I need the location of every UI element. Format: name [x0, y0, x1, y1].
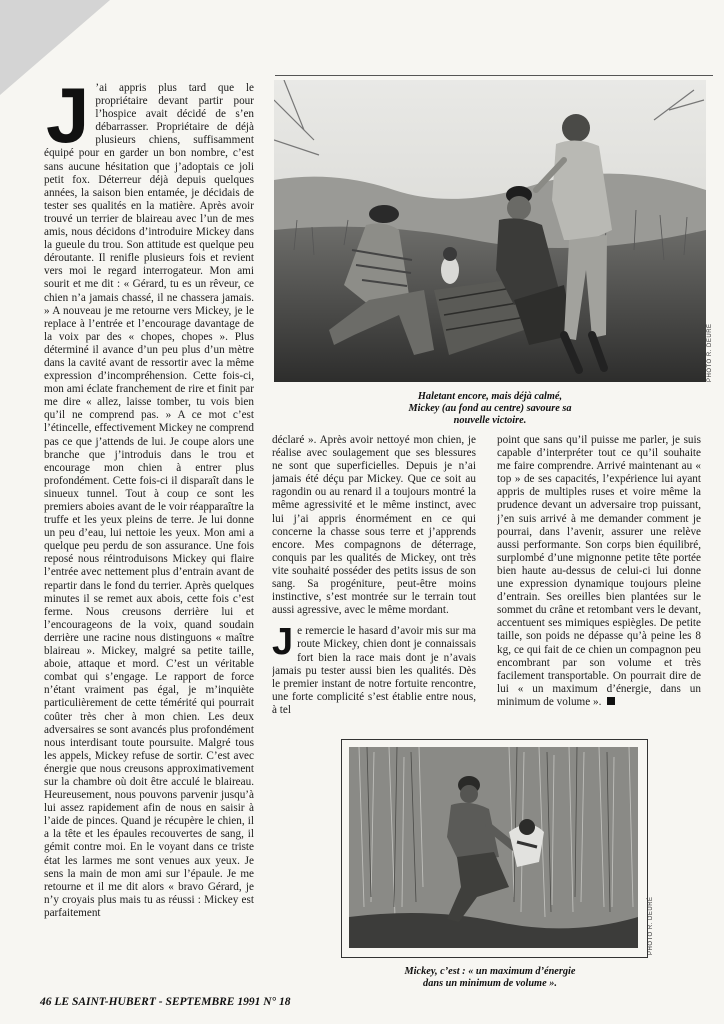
dropcap-j: J — [46, 82, 90, 159]
article-column-1 — [44, 82, 254, 994]
page-footer: 46 LE SAINT-HUBERT - SEPTEMBRE 1991 N° 18 — [40, 996, 291, 1008]
column-3-paragraph — [497, 434, 701, 709]
photo-hunters-with-dog — [274, 80, 706, 382]
photo-2-caption — [360, 966, 620, 990]
column-3-text: point que sans qu’il puisse me parler, je suis capable d’interpréter tout ce qu’il souhaite me faire comprendre. Arrivé maintenant au « top » de ses capacités, l’expérience lui ayant appris de multiples ruses et voire même la prudence devant un adversaire trop puissant, j’en suis arrivé à me demander comment je pourrai, dans l’avenir, assurer une relève aussi performante. Son corps bien équilibré, surplombé d’une mignonne petite tête portée bien haute au-dessus de celui-ci lui donne une expression dynamique toujours pleine d’entrain. Ses oreilles bien plantées sur le sommet du crâne et retombant vers le devant, accentuent ses mimiques espiègles. De petite taille, son poids ne dépasse qu’à peine les 8 kg, ce qui fait de ce chien un compagnon peu encombrant par son volume et très facilement transportable. On pourrait dire de lui « un maximum d’énergie, dans un minimum de volume ». — [497, 434, 701, 708]
photo-1-caption-line-1: Haletant encore, mais déjà calmé, — [417, 391, 563, 402]
photo-1-caption — [340, 391, 640, 427]
column-1-paragraph — [44, 82, 254, 920]
column-1-text: ’ai appris plus tard que le propriétaire devant partir pour l’hospice avait décidé de s’en débarrasser. Propriétaire de déjà plusieurs chiens, suffisamment équipé pour en garder un bon nombre, c’est sans aucune hésitation que j’adoptais ce joli petit fox. Déterreur déjà depuis quelques années, la saison bien entamée, je décidais de tester ses qualités en la matière. Après avoir trouvé un terrier de blaireau avec l’un de mes amis, nous décidons d’introduire Mickey dans la gueule du trou. Son attitude est quelque peu déroutante. Il renifle plusieurs fois et revient vers moi le regard interrogateur. Mon ami sourit et me dit : « Gérard, tu es un rêveur, ce chien n’a jamais chassé, il ne chassera jamais. » A nouveau je me retourne vers Mickey, je le replace à l’entrée et l’encourage davantage de la voix par des « chopes, chopes ». Plus déterminé il avance d’un peu plus d’un mètre dans la cavité avant de ressortir avec la même expression d’incompréhension. Cette fois-ci, mon ami éclate franchement de rire et finit par me dire « allez, laisse tomber, tu vois bien qu’il ne comprend pas. » A ce mot c’est l’étincelle, effectivement Mickey ne comprend pas ce que j’attends de lui. Je coupe alors une branche que j’introduis dans le trou et encourage mon chien à entrer plus profondément. Cette fois-ci il disparaît dans le sinueux tunnel. Tout à coup ce sont les premiers aboies avant de le voir réapparaître la truffe et les yeux pleins de terre. Je lui donne un peu d’eau, lui nettoie les yeux. Mon ami a quelque peu perdu de son assurance. Une fois reposé nous réintroduisons Mickey qui flaire l’entrée avec nettement plus d’entrain avant de repartir dans le fond du terrier. Après quelques minutes il se remet aux abois, cette fois c’est ferme. Nous creusons derrière lui et l’encourageons de la voix, quand soudain derrière une racine nous distinguons « maître blaireau ». Mickey, malgré sa petite taille, aboie, attaque et mord. C’est un véritable combat qui s’engage. Le rapport de force n’étant vraiment pas égal, je m’inquiète particulièrement de cette témérité qui pourrait coûter très cher à mon chien. Les deux adversaires se sont avancés plus profondément nous interdisant toute poursuite. Malgré tous les appels, Mickey refuse de sortir. C’est avec énergie que nous creusons approximativement sur la chambre où doit être acculé le blaireau. Heureusement, nous pouvons parvenir jusqu’à lui assez rapidement afin de nous en saisir à l’aide de pinces. Quand je récupère le chien, il a la tête et les épaules recouvertes de sang, il gémit contre moi. En le voyant dans ce triste état les larmes me sont venues aux yeux. Je sens la main de mon ami sur l’épaule. Je me retourne et il me dit alors « bravo Gérard, je n’y croyais plus mais tu as réussi : Mickey est parfaitement — [44, 82, 254, 919]
photo-2-credit: PHOTO R. DEURÉ — [648, 896, 654, 955]
photo-man-with-dog-at-bank — [349, 747, 638, 948]
article-column-3 — [497, 434, 701, 734]
photo-hunters-svg — [274, 80, 706, 382]
dropcap-j-small: J — [272, 621, 294, 664]
photo-1-caption-line-2: Mickey (au fond au centre) savoure sa — [408, 403, 572, 414]
top-rule — [275, 75, 713, 76]
end-of-article-mark — [607, 697, 615, 705]
photo-2-caption-line-1: Mickey, c’est : « un maximum d’énergie — [404, 966, 576, 977]
page-corner-fold — [0, 0, 110, 95]
column-2-paragraph-2 — [272, 621, 476, 717]
photo-man-dog-svg — [349, 747, 638, 948]
column-2-paragraph-2-text: e remercie le hasard d’avoir mis sur ma route Mickey, chien dont je connaissais fort bien la race mais dont je n’avais jamais pu tester aussi bien les qualités. Dès le premier instant de notre fortuite rencontre, une forte complicité s’est établie entre nous, à tel — [272, 625, 476, 716]
photo-2-caption-line-2: dans un minimum de volume ». — [423, 978, 557, 989]
column-2-paragraph-1: déclaré ». Après avoir nettoyé mon chien, je réalise avec soulagement que ses blessures ne sont que superficielles. Depuis je n’ai jamais été déçu par Mickey. Que ce soit au ragondin ou au renard il a toujours montré la même agressivité et le même instinct, avec lui j’ai appris énormément en ce qui concerne la chasse sous terre et j’apprends encore. Mes compagnons de déterrage, conquis par les qualités de Mickey, ont très vite souhaité posséder des petits issus de son sang. Sa progéniture, peut-être moins instinctive, s’est montrée sur le terrain tout aussi agressive, avec le même mordant. — [272, 434, 476, 617]
article-column-2 — [272, 434, 476, 734]
photo-1-caption-line-3: nouvelle victoire. — [453, 415, 527, 426]
photo-1-credit: PHOTO R. DEURÉ — [707, 323, 713, 382]
